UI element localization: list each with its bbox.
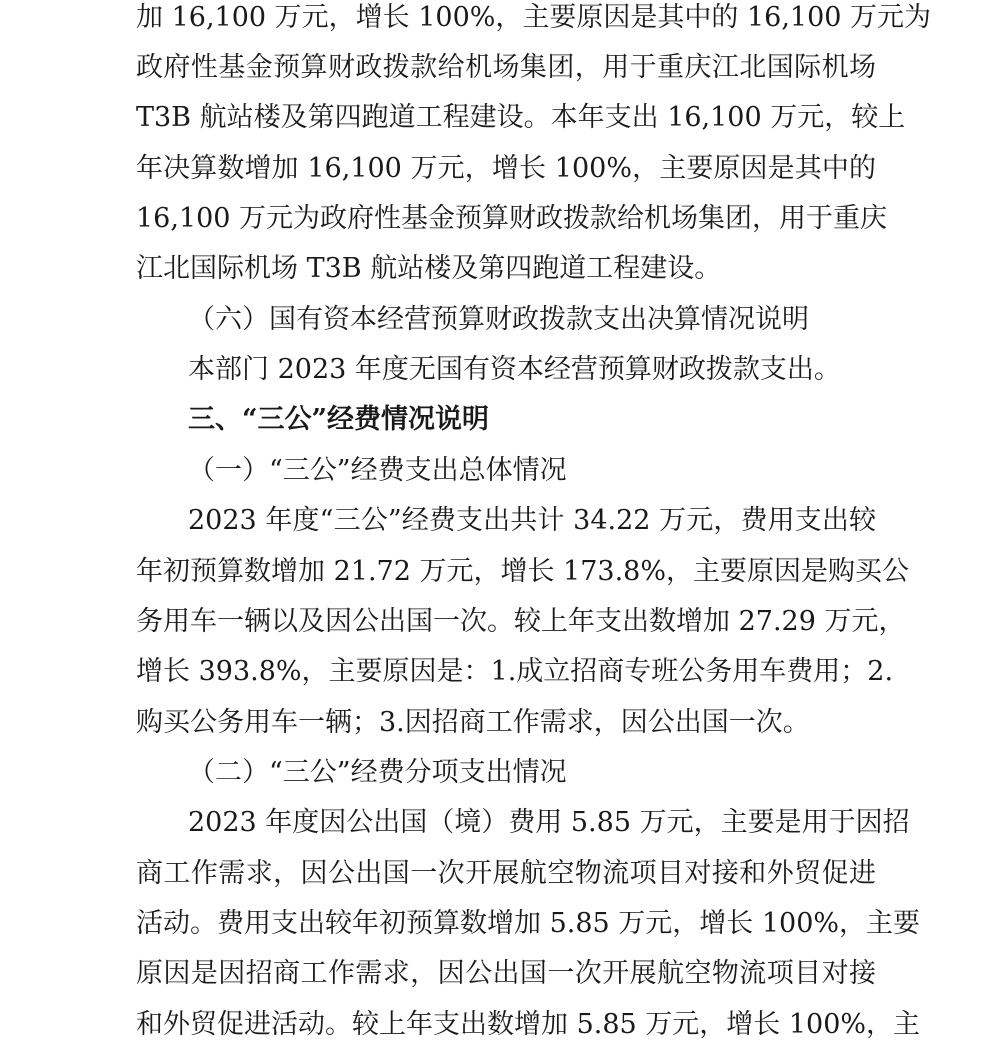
body-text-line: 加 16,100 万元，增长 100%，主要原因是其中的 16,100 万元为 (136, 2, 932, 33)
body-text-line: 16,100 万元为政府性基金预算财政拨款给机场集团，用于重庆 (136, 203, 888, 234)
body-text-line: 本部门 2023 年度无国有资本经营预算财政拨款支出。 (188, 354, 841, 385)
body-text-line: 务用车一辆以及因公出国一次。较上年支出数增加 27.29 万元， (136, 606, 906, 637)
body-text-line: 和外贸促进活动。较上年支出数增加 5.85 万元，增长 100%，主 (136, 1009, 921, 1040)
body-text-line: 年初预算数增加 21.72 万元，增长 173.8%，主要原因是购买公 (136, 556, 909, 587)
section-heading-3: 三、“三公”经费情况说明 (188, 404, 490, 435)
section-heading-6: （六）国有资本经营预算财政拨款支出决算情况说明 (188, 304, 809, 335)
body-text-line: 江北国际机场 T3B 航站楼及第四跑道工程建设。 (136, 253, 722, 284)
subsection-heading-2: （二）“三公”经费分项支出情况 (188, 757, 567, 788)
body-text-line: 活动。费用支出较年初预算数增加 5.85 万元，增长 100%，主要 (136, 908, 921, 939)
body-text-line: 商工作需求，因公出国一次开展航空物流项目对接和外贸促进 (136, 858, 876, 889)
body-text-line: 2023 年度因公出国（境）费用 5.85 万元，主要是用于因招 (188, 807, 910, 838)
body-text-line: 政府性基金预算财政拨款给机场集团，用于重庆江北国际机场 (136, 52, 876, 83)
body-text-line: 增长 393.8%，主要原因是：1.成立招商专班公务用车费用；2. (136, 656, 894, 687)
body-text-line: 原因是因招商工作需求，因公出国一次开展航空物流项目对接 (136, 958, 876, 989)
body-text-line: T3B 航站楼及第四跑道工程建设。本年支出 16,100 万元，较上 (136, 102, 906, 133)
body-text-line: 年决算数增加 16,100 万元，增长 100%，主要原因是其中的 (136, 153, 876, 184)
body-text-line: 2023 年度“三公”经费支出共计 34.22 万元，费用支出较 (188, 505, 876, 536)
body-text-line: 购买公务用车一辆；3.因招商工作需求，因公出国一次。 (136, 707, 810, 738)
subsection-heading-1: （一）“三公”经费支出总体情况 (188, 455, 567, 486)
